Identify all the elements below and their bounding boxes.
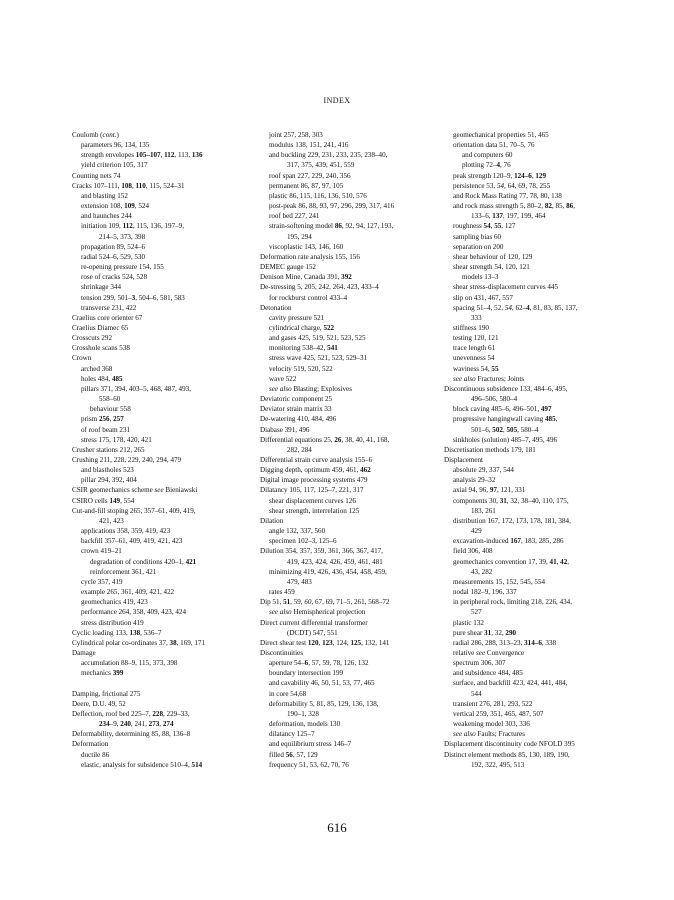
index-entry: Displacement discontinuity code NFOLD 395 bbox=[444, 740, 575, 749]
index-subentry: geomechanics 419, 423 bbox=[81, 598, 148, 607]
index-entry-continuation: 282, 284 bbox=[287, 445, 312, 454]
index-subentry: shear strength 54, 120, 121 bbox=[453, 263, 530, 272]
index-subentry: backfill 357–61, 409, 419, 421, 423 bbox=[81, 537, 183, 546]
index-entry: Direct shear test 120, 123, 124, 125, 132, 141 bbox=[260, 638, 390, 647]
index-entry: De-stressing 5, 205, 242, 264, 423, 433–4 bbox=[260, 283, 379, 292]
index-subentry: absolute 29, 337, 544 bbox=[453, 466, 514, 475]
index-entry: Cracks 107–111, 108, 110, 115, 524–31 bbox=[72, 181, 185, 190]
index-entry: Cyclic loading 133, 138, 536–7 bbox=[72, 628, 162, 637]
index-subentry: tension 299, 501–3, 504–6, 581, 583 bbox=[81, 293, 185, 302]
index-subentry: dilatancy 125–7 bbox=[269, 730, 315, 739]
index-subentry: cylindrical charge, 522 bbox=[269, 323, 335, 332]
index-entry: Crusher stations 212, 265 bbox=[72, 445, 145, 454]
index-entry: Discontinuities bbox=[260, 648, 303, 657]
running-header: INDEX bbox=[323, 96, 351, 105]
index-subentry: see also Faults; Fractures bbox=[453, 730, 525, 739]
index-subentry: pure shear 31, 32, 290 bbox=[453, 628, 517, 637]
index-subentry: see also Hemispherical projection bbox=[269, 608, 366, 617]
index-subentry: trace length 61 bbox=[453, 344, 496, 353]
index-subentry: surface, and backfill 423, 424, 441, 484, bbox=[453, 679, 568, 688]
page-number: 616 bbox=[327, 820, 347, 835]
index-subentry: persistence 53, 54, 64, 69, 78, 255 bbox=[453, 181, 551, 190]
index-subentry: prism 256, 257 bbox=[81, 415, 124, 424]
index-subentry: crown 419–21 bbox=[81, 547, 122, 556]
index-subentry: analysis 29–32 bbox=[453, 476, 496, 485]
index-subentry: reinforcement 361, 421 bbox=[90, 567, 157, 576]
index-subentry: holes 484, 485 bbox=[81, 374, 123, 383]
index-subentry: unevenness 54 bbox=[453, 354, 495, 363]
index-entry-continuation: 190–1, 328 bbox=[287, 709, 319, 718]
index-subentry: plastic 132 bbox=[453, 618, 484, 627]
index-subentry: elastic, analysis for subsidence 510–4, 514 bbox=[81, 760, 203, 769]
index-entry-continuation: 192, 322, 495, 513 bbox=[471, 760, 525, 769]
index-subentry: modulus 138, 151, 241, 416 bbox=[269, 141, 349, 150]
index-entry: Dip 51, 51, 59, 60, 67, 69, 71–5, 261, 568–72 bbox=[260, 598, 390, 607]
index-subentry: orientation data 51, 70–5, 76 bbox=[453, 141, 535, 150]
index-entry: Deviator strain matrix 33 bbox=[260, 405, 332, 414]
index-subentry: post-peak 86, 88, 93, 97, 296, 299, 317, 416 bbox=[269, 202, 395, 211]
index-columns bbox=[72, 130, 632, 830]
index-entry: Differential equations 25, 26, 38, 40, 41, 168, bbox=[260, 435, 390, 444]
index-entry: CSIR geomechanics scheme see Bieniawski bbox=[72, 486, 198, 495]
index-entry-continuation: 479, 483 bbox=[287, 577, 312, 586]
index-entry: Displacement bbox=[444, 456, 484, 464]
index-subentry: viscoplastic 143, 146, 160 bbox=[269, 242, 344, 251]
index-column-2 bbox=[260, 130, 438, 770]
index-subentry: relative see Convergence bbox=[453, 648, 525, 657]
index-subentry: field 306, 408 bbox=[453, 547, 493, 556]
index-entry: Distinct element methods 85, 130, 189, 190, bbox=[444, 750, 570, 759]
index-subentry: excavation-induced 167, 183, 285, 286 bbox=[453, 537, 564, 546]
index-subentry: ductile 86 bbox=[81, 750, 110, 759]
index-subentry: strain-softening model 86, 92, 94, 127, 193, bbox=[269, 222, 394, 231]
index-entry-continuation: 317, 375, 439, 451, 559 bbox=[287, 161, 355, 170]
index-subentry: re-opening pressure 154, 155 bbox=[81, 263, 164, 272]
index-subentry: boundary intersection 199 bbox=[269, 669, 344, 678]
index-subentry: stress wave 425, 521, 523, 529–31 bbox=[269, 354, 368, 363]
index-subentry: radial 286, 288, 313–23, 314–6, 338 bbox=[453, 638, 557, 647]
index-subentry: performance 264, 358, 409, 423, 424 bbox=[81, 608, 187, 617]
index-subentry: and equilibrium stress 146–7 bbox=[269, 740, 352, 749]
index-entry: Dilution 354, 357, 359, 361, 366, 367, 417, bbox=[260, 547, 383, 556]
index-subentry: stress distribution 419 bbox=[81, 618, 144, 627]
index-subentry: cycle 357, 419 bbox=[81, 577, 123, 586]
index-entry: Counting nets 74 bbox=[72, 171, 121, 180]
index-subentry: testing 120, 121 bbox=[453, 334, 499, 343]
index-subentry: separation on 200 bbox=[453, 242, 504, 251]
index-subentry: stiffness 190 bbox=[453, 323, 489, 332]
index-entry: Digging depth, optimum 459, 461, 462 bbox=[260, 466, 371, 475]
index-subentry: filled 56, 57, 129 bbox=[269, 750, 318, 759]
index-subentry: distribution 167, 172, 173, 178, 181, 384, bbox=[453, 516, 571, 525]
index-subentry: mechanics 399 bbox=[81, 669, 124, 678]
index-subentry: radial 524–6, 529, 530 bbox=[81, 252, 146, 261]
index-entry: Digital image processing systems 479 bbox=[260, 476, 368, 485]
index-entry: Deflection, roof bed 225–7, 228, 229–33, bbox=[72, 709, 190, 718]
index-subentry: sampling bias 60 bbox=[453, 232, 502, 241]
index-subentry: for rockburst control 433–4 bbox=[269, 293, 348, 302]
index-entry: Deformability, determining 85, 88, 136–8 bbox=[72, 730, 191, 739]
index-entry: Deere, D.U. 49, 52 bbox=[72, 699, 126, 708]
index-subentry: waviness 54, 55 bbox=[453, 364, 499, 373]
index-subentry: example 265, 361, 409, 421, 422 bbox=[81, 588, 175, 597]
index-entry: Direct current differential transformer bbox=[260, 618, 368, 627]
index-subentry: and subsidence 484, 485 bbox=[453, 669, 523, 678]
index-subentry: geomechanics convention 17, 39, 41, 42, bbox=[453, 557, 570, 566]
index-entry: Dilatancy 105, 117, 125–7, 221, 317 bbox=[260, 486, 364, 495]
index-subentry: transverse 231, 422 bbox=[81, 303, 137, 312]
index-subentry: velocity 519, 520, 522 bbox=[269, 364, 333, 373]
index-subentry: and rock mass strength 5, 80–2, 82, 85, 86, bbox=[453, 202, 575, 211]
index-entry: Damping, frictional 275 bbox=[72, 689, 141, 698]
index-subentry: in core 54,68 bbox=[269, 689, 307, 698]
index-entry: Dilation bbox=[260, 516, 284, 525]
index-entry-continuation: 333 bbox=[471, 313, 482, 322]
index-subentry: stress 175, 178, 420, 421 bbox=[81, 435, 152, 444]
index-subentry: and gases 425, 519, 521, 523, 525 bbox=[269, 334, 366, 343]
index-entry: Damage bbox=[72, 648, 96, 657]
index-subentry: components 30, 31, 32, 38–40, 110, 175, bbox=[453, 496, 569, 505]
index-subentry: behaviour 558 bbox=[90, 405, 131, 414]
index-entry: Coulomb (cont.) bbox=[72, 131, 119, 139]
index-entry-continuation: 133–6, 137, 197, 199, 464 bbox=[471, 212, 546, 221]
index-subentry: monitoring 538–42, 541 bbox=[269, 344, 338, 353]
index-subentry: spectrum 306, 307 bbox=[453, 659, 506, 668]
index-entry-continuation: 183, 261 bbox=[471, 506, 496, 515]
index-subentry: pillars 371, 394, 403–5, 468, 487, 493, bbox=[81, 384, 191, 393]
index-entry-continuation: 496–506, 580–4 bbox=[471, 395, 518, 404]
index-subentry: extension 108, 109, 524 bbox=[81, 202, 149, 211]
index-column-1 bbox=[72, 130, 252, 770]
index-entry: Differential strain curve analysis 155–6 bbox=[260, 456, 373, 464]
index-subentry: plastic 86, 115, 116, 136, 510, 576 bbox=[269, 191, 367, 200]
index-entry-continuation: 558–60 bbox=[99, 395, 121, 404]
index-subentry: permanent 86, 87, 97, 105 bbox=[269, 181, 344, 190]
index-subentry: nodal 182–9, 196, 337 bbox=[453, 588, 517, 597]
index-subentry: roughness 54, 55, 127 bbox=[453, 222, 516, 231]
index-entry: Deformation rate analysis 155, 156 bbox=[260, 252, 360, 261]
index-column-3 bbox=[444, 130, 634, 770]
index-subentry: applications 358, 359, 419, 423 bbox=[81, 527, 171, 536]
index-subentry: in peripheral rock, limiting 218, 226, 434, bbox=[453, 598, 572, 607]
index-subentry: and haunches 244 bbox=[81, 212, 132, 221]
index-subentry: strength envelopes 105–107, 112, 113, 136 bbox=[81, 151, 203, 160]
index-entry: Detonation bbox=[260, 303, 292, 312]
index-entry-continuation: 544 bbox=[471, 689, 482, 698]
index-entry: Discontinuous subsidence 133, 484–6, 495, bbox=[444, 384, 568, 393]
index-entry: De-watering 410, 484, 496 bbox=[260, 415, 337, 424]
index-subentry: block caving 485–6, 496–501, 497 bbox=[453, 405, 552, 414]
index-subentry: arched 368 bbox=[81, 364, 113, 373]
index-entry: Deformation bbox=[72, 740, 109, 749]
index-subentry: shrinkage 344 bbox=[81, 283, 121, 292]
index-entry-continuation: 234–9, 240, 241, 273, 274 bbox=[99, 720, 174, 729]
index-entry: Denison Mine, Canada 391, 392 bbox=[260, 273, 352, 282]
index-subentry: shear strength, interrelation 125 bbox=[269, 506, 360, 515]
index-subentry: aperture 54–6, 57, 59, 78, 126, 132 bbox=[269, 659, 369, 668]
index-subentry: rates 459 bbox=[269, 588, 295, 597]
index-subentry: deformability 5, 81, 85, 129, 136, 138, bbox=[269, 699, 379, 708]
index-subentry: specimen 102–3, 125–6 bbox=[269, 537, 337, 546]
index-subentry: measurements 15, 152, 545, 554 bbox=[453, 577, 546, 586]
index-entry-continuation: 501–6, 502, 505, 580–4 bbox=[471, 425, 539, 434]
index-subentry: parameters 96, 134, 135 bbox=[81, 141, 150, 150]
index-subentry: plotting 72–4, 76 bbox=[462, 161, 511, 170]
index-subentry: wave 522 bbox=[269, 374, 297, 383]
index-entry: Craelius core orienter 67 bbox=[72, 313, 143, 322]
index-entry: Crown bbox=[72, 354, 92, 363]
index-subentry: and blasting 152 bbox=[81, 191, 128, 200]
index-subentry: models 13–3 bbox=[462, 273, 499, 282]
index-subentry: progressive hangingwall caving 485, bbox=[453, 415, 558, 424]
index-subentry: and computers 60 bbox=[462, 151, 513, 160]
index-entry-continuation: 421, 423 bbox=[99, 516, 124, 525]
index-subentry: spacing 51–4, 52, 54, 62–4, 81, 83, 85, 137, bbox=[453, 303, 578, 312]
index-subentry: yield criterion 105, 317 bbox=[81, 161, 148, 170]
index-subentry: roof span 227, 229, 240, 356 bbox=[269, 171, 351, 180]
index-subentry: propagation 89, 524–6 bbox=[81, 242, 146, 251]
index-entry: Cylindrical polar co-ordinates 37, 38, 169, 171 bbox=[72, 638, 205, 647]
index-entry: DEMEC gauge 152 bbox=[260, 263, 316, 272]
index-subentry: shear displacement curves 126 bbox=[269, 496, 356, 505]
index-subentry: of roof beam 231 bbox=[81, 425, 131, 434]
index-spacer bbox=[72, 678, 252, 688]
index-subentry: roof bed 227, 241 bbox=[269, 212, 320, 221]
index-subentry: and buckling 229, 231, 233, 235, 238–40, bbox=[269, 151, 388, 160]
index-entry-continuation: 43, 282 bbox=[471, 567, 493, 576]
index-subentry: frequency 51, 53, 62, 70, 76 bbox=[269, 760, 349, 769]
index-subentry: and Rock Mass Rating 77, 78, 80, 138 bbox=[453, 191, 562, 200]
index-subentry: angle 132, 337, 560 bbox=[269, 527, 326, 536]
index-subentry: degradation of conditions 420–1, 421 bbox=[90, 557, 197, 566]
index-subentry: sinkholes (solution) 485–7, 495, 496 bbox=[453, 435, 558, 444]
index-subentry: accumulation 88–9, 115, 373, 398 bbox=[81, 659, 178, 668]
index-entry: Diabase 391, 496 bbox=[260, 425, 310, 434]
index-subentry: peak strength 120–9, 124–6, 129 bbox=[453, 171, 546, 180]
index-entry-continuation: 195, 294 bbox=[287, 232, 312, 241]
index-entry: Deviatoric component 25 bbox=[260, 395, 333, 404]
index-subentry: rose of cracks 524, 528 bbox=[81, 273, 147, 282]
index-subentry: see also Fractures; Joints bbox=[453, 374, 525, 383]
index-subentry: weakening model 303, 336 bbox=[453, 720, 530, 729]
index-subentry: and blastholes 523 bbox=[81, 466, 134, 475]
index-subentry: transient 276, 281, 293, 522 bbox=[453, 699, 533, 708]
index-subentry: vertical 259, 351, 465, 487, 507 bbox=[453, 709, 544, 718]
index-entry-continuation: 429 bbox=[471, 527, 482, 536]
index-entry: Discretisation methods 179, 181 bbox=[444, 445, 536, 454]
index-entry-continuation: 527 bbox=[471, 608, 482, 617]
index-subentry: joint 257, 258, 303 bbox=[269, 131, 323, 139]
index-entry-continuation: (DCDT) 547, 551 bbox=[287, 628, 338, 637]
index-entry: Cut-and-fill stoping 265, 357–61, 409, 419, bbox=[72, 506, 196, 515]
index-entry-continuation: 214–5, 373, 398 bbox=[99, 232, 146, 241]
index-subentry: shear stress-displacement curves 445 bbox=[453, 283, 558, 292]
index-subentry: deformation, models 130 bbox=[269, 720, 341, 729]
index-subentry: see also Blasting; Explosives bbox=[269, 384, 352, 393]
index-subentry: shear behaviour of 120, 129 bbox=[453, 252, 533, 261]
index-entry: Crushing 211, 228, 229, 240, 294, 479 bbox=[72, 456, 182, 464]
index-entry: CSIRO cells 149, 554 bbox=[72, 496, 135, 505]
index-subentry: initiation 109, 112, 115, 136, 197–9, bbox=[81, 222, 184, 231]
index-subentry: axial 94, 96, 97, 121, 331 bbox=[453, 486, 526, 495]
index-subentry: slip on 431, 467, 557 bbox=[453, 293, 513, 302]
index-subentry: pillar 294, 392, 404 bbox=[81, 476, 137, 485]
index-entry: Crosscuts 292 bbox=[72, 334, 113, 343]
index-subentry: minimizing 419, 426, 436, 454, 458, 459, bbox=[269, 567, 387, 576]
index-entry-continuation: 419, 423, 424, 426, 459, 461, 481 bbox=[287, 557, 383, 566]
index-entry: Craelius Diamec 65 bbox=[72, 323, 129, 332]
index-entry: Crosshole scans 538 bbox=[72, 344, 130, 353]
index-subentry: geomechanical properties 51, 465 bbox=[453, 131, 549, 139]
index-subentry: cavity pressure 521 bbox=[269, 313, 325, 322]
index-subentry: and cavability 46, 50, 51, 53, 77, 465 bbox=[269, 679, 375, 688]
